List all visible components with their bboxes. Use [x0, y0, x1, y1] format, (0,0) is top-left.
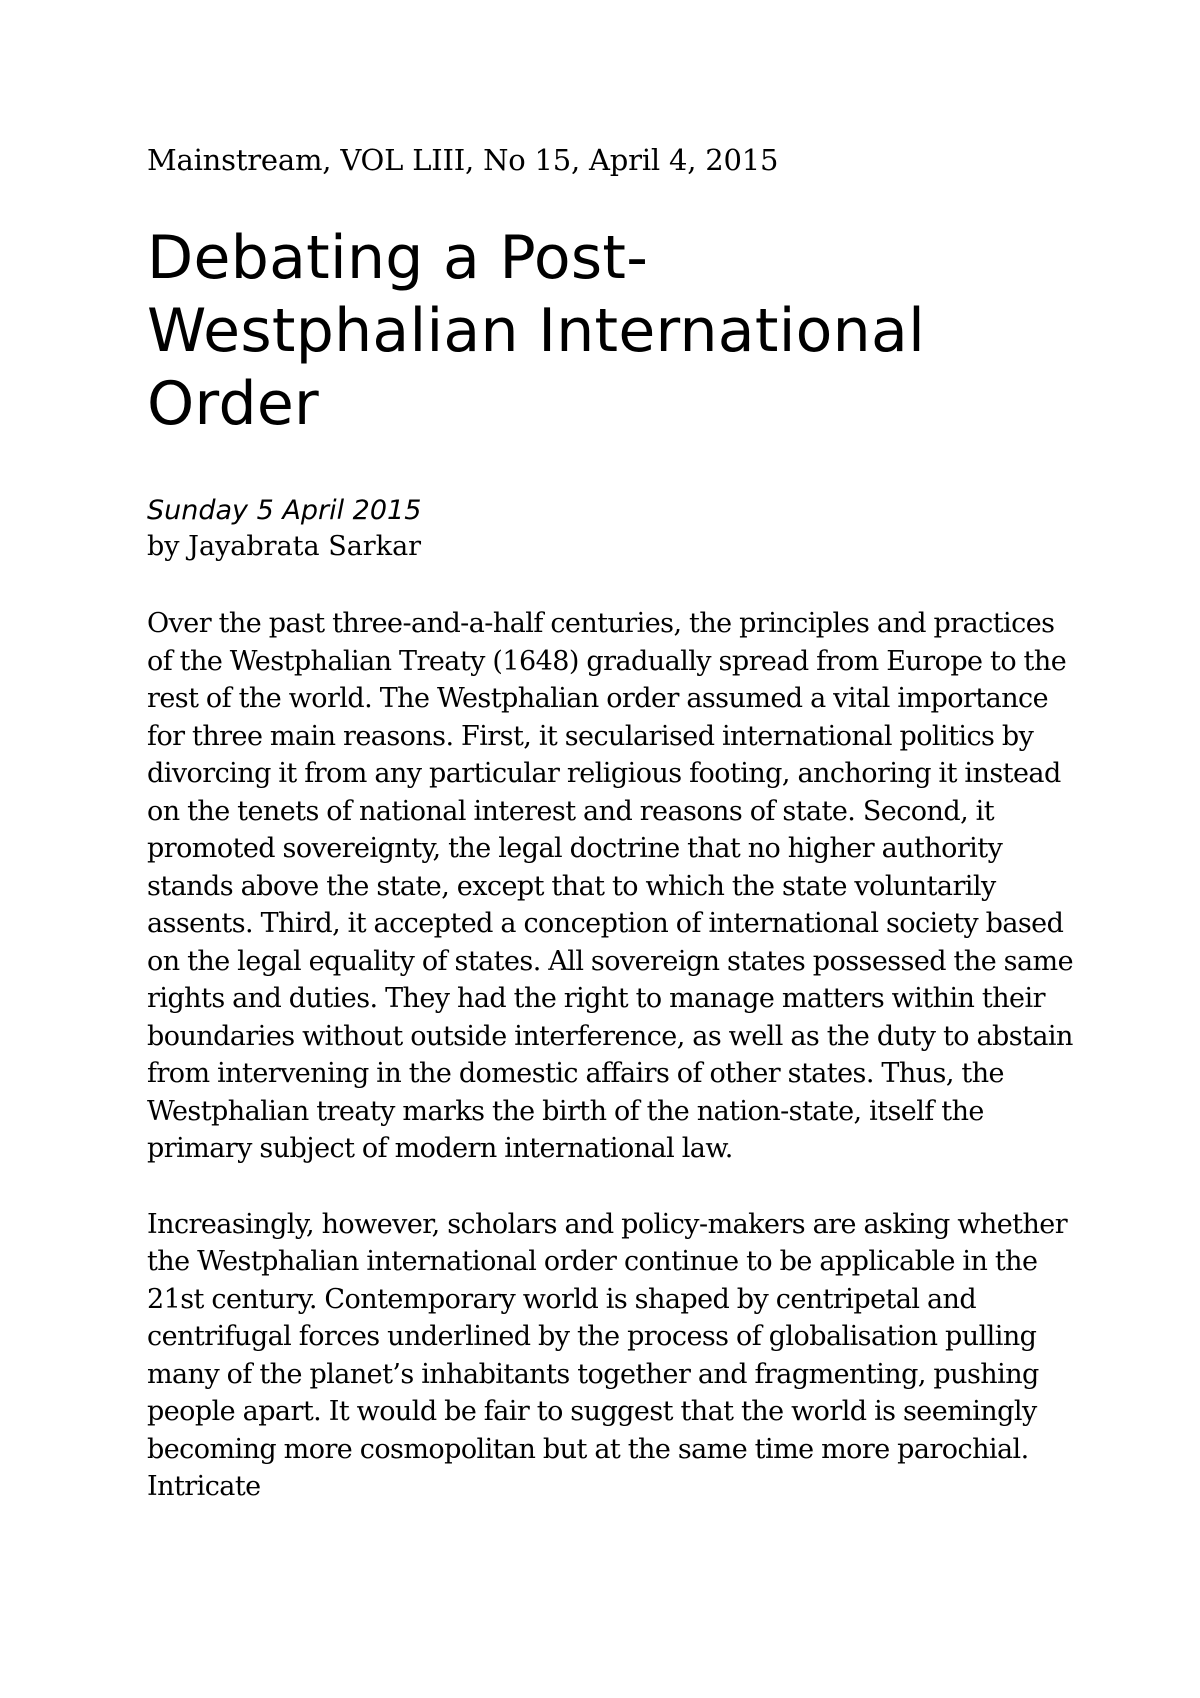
body-paragraph: Over the past three-and-a-half centuries, the principles and practices of the Westphalian Treaty (1648) gradually spread from Europe to the rest of the world. The Westphalian order assumed a vital importance for three main reasons. First, it secularised international politics by divorcing it from any particular religious footing, anchoring it instead on the tenets of national interest and reasons of state. Second, it promoted sovereignty, the legal doctrine that no higher authority stands above the state, except that to which the state voluntarily assents. Third, it accepted a conception of international society based on the legal equality of states. All sovereign states possessed the same rights and duties. They had the right to manage matters within their boundaries without outside interference, as well as the duty to abstain from intervening in the domestic affairs of other states. Thus, the Westphalian treaty marks the birth of the nation-state, itself the primary subject of modern international law. [147, 608, 1073, 1164]
body-paragraph: Increasingly, however, scholars and policy-makers are asking whether the Westphalian international order continue to be applicable in the 21st century. Contemporary world is shaped by centripetal and centrifugal forces underlined by the process of globalisation pulling many of the planet’s inhabitants together and fragmenting, pushing people apart. It would be fair to suggest that the world is seemingly becoming more cosmopolitan but at the same time more parochial. Intricate [147, 1208, 1068, 1502]
article-date: Sunday 5 April 2015 [147, 495, 422, 526]
article-byline: by Jayabrata Sarkar [147, 531, 422, 562]
document-page [147, 140, 1087, 1506]
publication-source: Mainstream, VOL LIII, No 15, April 4, 2015 [147, 143, 779, 177]
article-title: Debating a Post-Westphalian International Order [147, 223, 926, 439]
